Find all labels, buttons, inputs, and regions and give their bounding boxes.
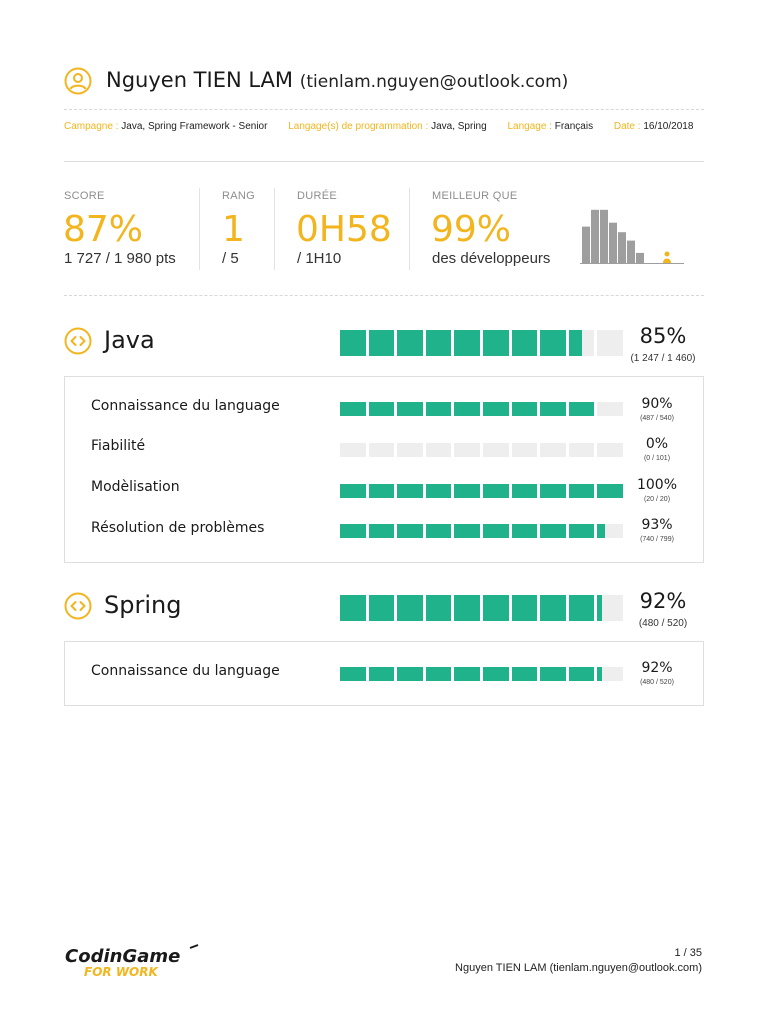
criterion-progress <box>340 443 623 457</box>
progress-fill <box>569 484 595 498</box>
progress-fill <box>512 402 538 416</box>
criterion-percent: 92% <box>641 660 673 676</box>
progress-segment <box>597 667 623 681</box>
candidate-header <box>64 64 704 104</box>
languages-value: Java, Spring <box>431 121 487 132</box>
progress-segment <box>426 443 452 457</box>
progress-fill <box>597 667 602 681</box>
score-points: 1 727 / 1 980 pts <box>64 250 176 267</box>
progress-fill <box>483 667 509 681</box>
progress-fill <box>454 402 480 416</box>
progress-segment <box>540 443 566 457</box>
progress-segment <box>397 595 423 621</box>
progress-segment <box>569 524 595 538</box>
progress-fill <box>340 402 366 416</box>
rank-label: RANG <box>222 190 255 202</box>
progress-fill <box>512 484 538 498</box>
progress-segment <box>512 330 538 356</box>
progress-segment <box>540 524 566 538</box>
section-percent-java: 85% <box>639 324 687 348</box>
date-label: Date : <box>613 121 641 132</box>
progress-fill <box>569 667 595 681</box>
progress-segment <box>369 484 395 498</box>
progress-segment <box>540 484 566 498</box>
progress-fill <box>369 484 395 498</box>
progress-fill <box>597 484 623 498</box>
section-points-spring: (480 / 520) <box>638 618 688 629</box>
progress-segment <box>569 484 595 498</box>
duration-value: 0H58 <box>296 209 392 250</box>
progress-segment <box>426 402 452 416</box>
progress-fill <box>397 484 423 498</box>
progress-segment <box>340 443 366 457</box>
histogram-bar <box>627 241 635 263</box>
progress-fill <box>369 402 395 416</box>
campaign-value: Java, Spring Framework - Senior <box>121 121 268 132</box>
criterion-points: (740 / 799) <box>640 536 674 543</box>
progress-fill <box>397 402 423 416</box>
progress-segment <box>597 524 623 538</box>
progress-fill <box>512 330 538 356</box>
candidate-marker-icon <box>663 252 671 264</box>
progress-segment <box>426 484 452 498</box>
languages-label: Langage(s) de programmation : <box>288 121 429 132</box>
duration-total: / 1H10 <box>297 250 342 267</box>
language-value: Français <box>554 121 594 132</box>
section-progress-spring <box>340 595 623 621</box>
progress-fill <box>340 524 366 538</box>
divider <box>64 295 704 296</box>
rank-value: 1 <box>222 209 245 250</box>
progress-segment <box>397 484 423 498</box>
criterion-points: (487 / 540) <box>640 415 674 422</box>
progress-segment <box>483 330 509 356</box>
progress-fill <box>397 524 423 538</box>
progress-segment <box>369 524 395 538</box>
progress-segment <box>483 524 509 538</box>
progress-segment <box>369 595 395 621</box>
code-icon <box>64 327 92 355</box>
progress-segment <box>369 667 395 681</box>
criterion-progress <box>340 484 623 498</box>
criterion-label: Modèlisation <box>91 479 180 495</box>
divider <box>64 109 704 110</box>
progress-fill <box>426 402 452 416</box>
progress-fill <box>454 330 480 356</box>
criterion-points: (20 / 20) <box>643 496 671 503</box>
progress-segment <box>512 667 538 681</box>
progress-segment <box>397 443 423 457</box>
progress-segment <box>597 402 623 416</box>
progress-segment <box>597 443 623 457</box>
progress-segment <box>512 402 538 416</box>
progress-segment <box>340 484 366 498</box>
progress-segment <box>454 330 480 356</box>
progress-fill <box>483 524 509 538</box>
progress-fill <box>369 667 395 681</box>
progress-fill <box>540 667 566 681</box>
progress-fill <box>483 484 509 498</box>
stat-separator <box>199 188 200 270</box>
footer-candidate: Nguyen TIEN LAM (tienlam.nguyen@outlook.com) <box>455 962 702 974</box>
progress-fill <box>454 595 480 621</box>
progress-segment <box>540 402 566 416</box>
histogram-bar <box>636 253 644 263</box>
criterion-percent: 100% <box>636 477 678 493</box>
date-value: 16/10/2018 <box>643 121 694 132</box>
criterion-percent: 0% <box>645 436 669 452</box>
progress-fill <box>540 402 566 416</box>
progress-fill <box>597 595 602 621</box>
better-than-caption: des développeurs <box>432 250 551 267</box>
progress-segment <box>369 402 395 416</box>
progress-segment <box>426 330 452 356</box>
language-label: Langage : <box>507 121 552 132</box>
progress-fill <box>426 524 452 538</box>
progress-fill <box>512 595 538 621</box>
progress-segment <box>340 330 366 356</box>
progress-fill <box>540 330 566 356</box>
histogram-bar <box>609 223 617 263</box>
progress-fill <box>397 330 423 356</box>
progress-fill <box>454 484 480 498</box>
histogram-bar <box>618 232 626 263</box>
progress-segment <box>512 595 538 621</box>
progress-segment <box>454 524 480 538</box>
progress-segment <box>397 330 423 356</box>
progress-segment <box>569 330 595 356</box>
progress-fill <box>483 402 509 416</box>
criterion-label: Connaissance du language <box>91 398 280 414</box>
criterion-label: Résolution de problèmes <box>91 520 265 536</box>
progress-segment <box>540 595 566 621</box>
score-label: SCORE <box>64 190 105 202</box>
progress-fill <box>540 484 566 498</box>
histogram-bar <box>582 227 590 263</box>
progress-segment <box>369 330 395 356</box>
progress-fill <box>569 402 595 416</box>
progress-fill <box>340 330 366 356</box>
progress-segment <box>454 484 480 498</box>
criterion-percent: 90% <box>641 396 673 412</box>
criterion-points: (0 / 101) <box>643 455 671 462</box>
progress-segment <box>597 484 623 498</box>
progress-segment <box>397 524 423 538</box>
stat-separator <box>409 188 410 270</box>
meta-line <box>64 121 711 132</box>
progress-fill <box>426 330 452 356</box>
progress-fill <box>512 667 538 681</box>
progress-segment <box>483 595 509 621</box>
progress-segment <box>569 667 595 681</box>
progress-segment <box>483 402 509 416</box>
progress-fill <box>483 330 509 356</box>
progress-fill <box>369 595 395 621</box>
better-than-label: MEILLEUR QUE <box>432 190 518 202</box>
progress-fill <box>397 667 423 681</box>
progress-fill <box>340 667 366 681</box>
user-icon <box>64 67 92 95</box>
progress-fill <box>426 667 452 681</box>
section-title-java: Java <box>104 326 155 354</box>
progress-segment <box>426 595 452 621</box>
progress-fill <box>540 595 566 621</box>
divider <box>64 161 704 162</box>
progress-fill <box>340 595 366 621</box>
stat-separator <box>274 188 275 270</box>
progress-segment <box>397 667 423 681</box>
rank-total: / 5 <box>222 250 239 267</box>
candidate-name <box>106 68 568 92</box>
progress-fill <box>426 484 452 498</box>
progress-fill <box>369 330 395 356</box>
campaign-label: Campagne : <box>64 121 119 132</box>
progress-segment <box>569 595 595 621</box>
score-value: 87% <box>63 209 144 250</box>
progress-fill <box>540 524 566 538</box>
progress-segment <box>426 667 452 681</box>
progress-segment <box>512 524 538 538</box>
criterion-points: (480 / 520) <box>640 679 674 686</box>
progress-fill <box>369 524 395 538</box>
code-icon <box>64 592 92 620</box>
duration-label: DURÉE <box>297 190 338 202</box>
progress-fill <box>340 484 366 498</box>
progress-segment <box>454 443 480 457</box>
candidate-name-text: Nguyen TIEN LAM <box>106 68 294 92</box>
progress-segment <box>340 402 366 416</box>
progress-segment <box>483 484 509 498</box>
criterion-label: Connaissance du language <box>91 663 280 679</box>
criterion-label: Fiabilité <box>91 438 146 454</box>
progress-segment <box>454 595 480 621</box>
section-points-java: (1 247 / 1 460) <box>630 353 696 364</box>
ranking-histogram <box>580 205 685 267</box>
page-number: 1 / 35 <box>674 947 702 959</box>
progress-fill <box>569 595 595 621</box>
progress-segment <box>569 402 595 416</box>
progress-fill <box>569 330 582 356</box>
better-than-value: 99% <box>431 209 512 250</box>
progress-segment <box>340 524 366 538</box>
section-progress-java <box>340 330 623 356</box>
progress-fill <box>454 524 480 538</box>
svg-text:FOR WORK: FOR WORK <box>84 965 158 979</box>
progress-segment <box>397 402 423 416</box>
criterion-percent: 93% <box>641 517 673 533</box>
criterion-progress <box>340 524 623 538</box>
progress-segment <box>569 443 595 457</box>
progress-segment <box>369 443 395 457</box>
progress-segment <box>340 667 366 681</box>
progress-segment <box>454 402 480 416</box>
criterion-progress <box>340 402 623 416</box>
section-percent-spring: 92% <box>639 589 687 613</box>
histogram-bar <box>591 210 599 263</box>
progress-segment <box>540 667 566 681</box>
progress-segment <box>540 330 566 356</box>
progress-segment <box>512 443 538 457</box>
histogram-bar <box>600 210 608 263</box>
progress-fill <box>569 524 595 538</box>
progress-fill <box>454 667 480 681</box>
progress-segment <box>512 484 538 498</box>
progress-fill <box>597 524 605 538</box>
svg-text:CodinGame: CodinGame <box>65 946 181 967</box>
progress-segment <box>454 667 480 681</box>
codingame-logo <box>64 944 204 980</box>
progress-segment <box>483 667 509 681</box>
criterion-progress <box>340 667 623 681</box>
progress-segment <box>340 595 366 621</box>
progress-fill <box>512 524 538 538</box>
progress-segment <box>483 443 509 457</box>
progress-fill <box>426 595 452 621</box>
progress-fill <box>483 595 509 621</box>
candidate-email: (tienlam.nguyen@outlook.com) <box>299 72 569 92</box>
section-title-spring: Spring <box>104 591 182 619</box>
progress-fill <box>397 595 423 621</box>
progress-segment <box>426 524 452 538</box>
